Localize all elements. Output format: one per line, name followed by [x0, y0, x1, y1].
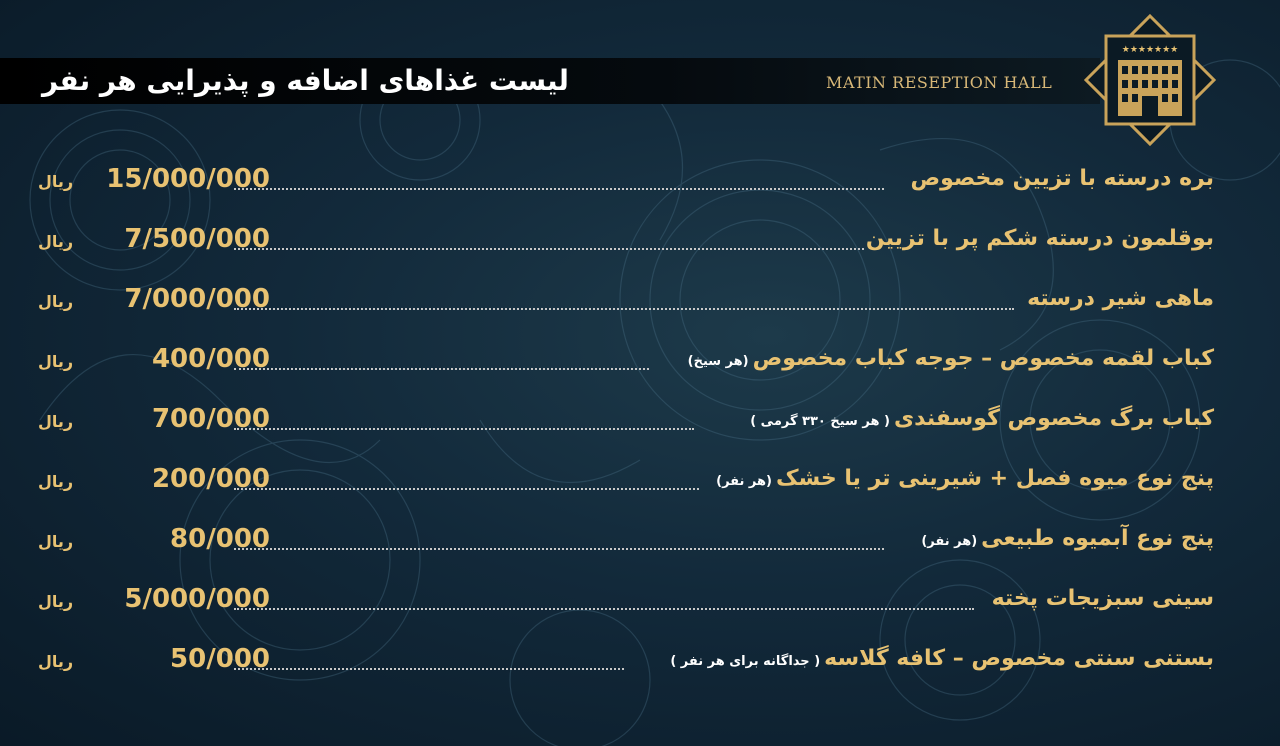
- item-name: بستنی سنتی مخصوص – کافه گلاسه( جداگانه برای هر نفر ): [670, 646, 1214, 671]
- item-price: 400/000: [151, 344, 270, 374]
- list-item: [38, 342, 1214, 382]
- currency-label: ریال: [38, 172, 74, 191]
- list-item: [38, 222, 1214, 262]
- page-title: لیست غذاهای اضافه و پذیرایی هر نفر: [42, 64, 569, 97]
- item-price: 200/000: [151, 464, 270, 494]
- item-name: پنج نوع آبمیوه طبیعی(هر نفر): [921, 526, 1214, 551]
- item-price: 80/000: [170, 524, 270, 554]
- leader-dots: [234, 608, 974, 610]
- item-price: 5/000/000: [124, 584, 270, 614]
- leader-dots: [234, 368, 649, 370]
- currency-label: ریال: [38, 352, 74, 371]
- item-price: 700/000: [151, 404, 270, 434]
- leader-dots: [234, 308, 1014, 310]
- item-name: پنج نوع میوه فصل + شیرینی تر یا خشک(هر نفر): [716, 466, 1214, 491]
- leader-dots: [234, 428, 694, 430]
- item-price: 7/000/000: [124, 284, 270, 314]
- leader-dots: [234, 488, 699, 490]
- list-item: [38, 282, 1214, 322]
- item-price: 15/000/000: [106, 164, 270, 194]
- currency-label: ریال: [38, 232, 74, 251]
- list-item: [38, 522, 1214, 562]
- item-name: ماهی شیر درسته: [1027, 286, 1214, 311]
- leader-dots: [234, 548, 884, 550]
- list-item: [38, 642, 1214, 682]
- currency-label: ریال: [38, 412, 74, 431]
- item-name: سینی سبزیجات پخته: [991, 586, 1214, 611]
- list-item: [38, 462, 1214, 502]
- list-item: [38, 162, 1214, 202]
- leader-dots: [234, 248, 864, 250]
- item-price: 7/500/000: [124, 224, 270, 254]
- item-name: بره درسته با تزیین مخصوص: [910, 166, 1214, 191]
- item-price: 50/000: [170, 644, 270, 674]
- building-icon: [1084, 14, 1216, 146]
- currency-label: ریال: [38, 592, 74, 611]
- list-item: [38, 582, 1214, 622]
- item-name: کباب برگ مخصوص گوسفندی( هر سیخ ۳۳۰ گرمی ): [750, 406, 1214, 431]
- item-name: بوقلمون درسته شکم پر با تزیین: [865, 226, 1214, 251]
- item-name: کباب لقمه مخصوص – جوجه کباب مخصوص(هر سیخ): [687, 346, 1214, 371]
- svg-text:★★★★★★★: ★★★★★★★: [1121, 45, 1179, 55]
- currency-label: ریال: [38, 472, 74, 491]
- leader-dots: [234, 188, 884, 190]
- list-item: [38, 402, 1214, 442]
- hall-name: MATIN RESEPTION HALL: [826, 73, 1053, 92]
- currency-label: ریال: [38, 292, 74, 311]
- currency-label: ریال: [38, 652, 74, 671]
- currency-label: ریال: [38, 532, 74, 551]
- leader-dots: [234, 668, 624, 670]
